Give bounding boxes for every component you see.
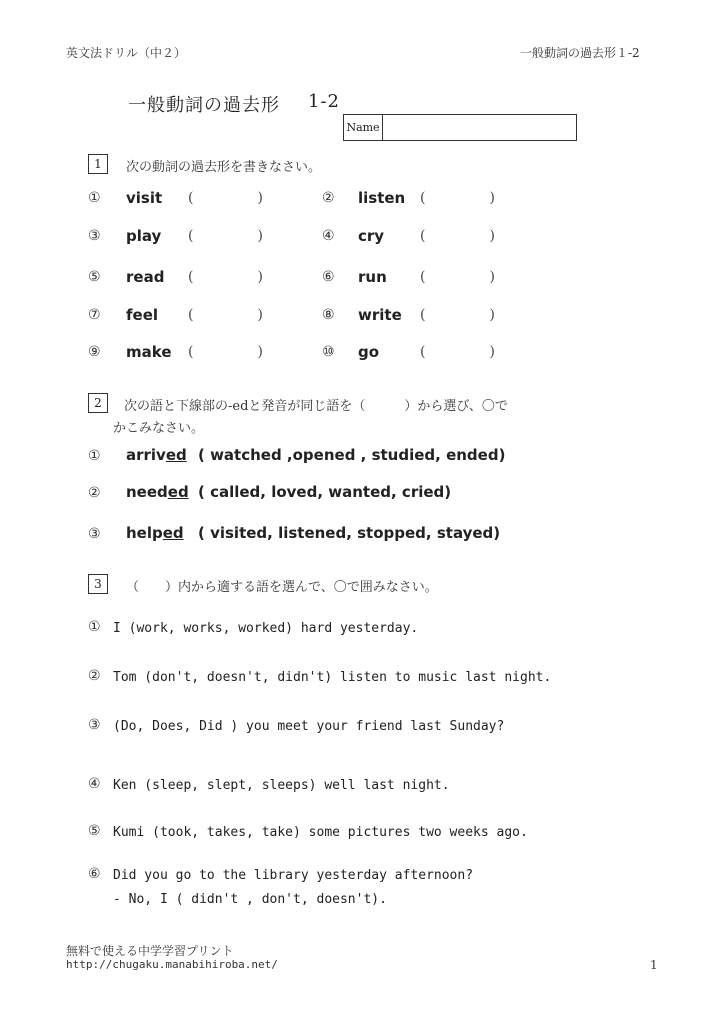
section-1-instruction: 次の動詞の過去形を書きなさい。	[126, 160, 322, 175]
verb-word: run	[358, 268, 387, 286]
sentence: Ken (sleep, slept, sleeps) well last night.	[113, 778, 450, 793]
item-mark: ①	[88, 619, 101, 635]
sentence: Did you go to the library yesterday afternoon?	[113, 868, 474, 883]
word-with-ed: helped	[126, 524, 184, 542]
answer-blank[interactable]: ( )	[188, 228, 263, 244]
section-2-instruction-line1: 次の語と下線部の-edと発音が同じ語を（ ）から選び、〇で	[124, 399, 508, 414]
verb-word: play	[126, 227, 162, 245]
page-number: 1	[650, 958, 658, 972]
answer-blank[interactable]: ( )	[188, 190, 263, 206]
item-mark: ⑤	[88, 823, 101, 839]
header-right: 一般動詞の過去形１-2	[520, 46, 640, 60]
sentence: I (work, works, worked) hard yesterday.	[113, 621, 419, 636]
verb-word: cry	[358, 227, 385, 245]
section-2-number: 2	[88, 393, 108, 413]
answer-blank[interactable]: ( )	[420, 307, 495, 323]
underlined-ed: ed	[165, 446, 187, 464]
name-label: Name	[344, 115, 383, 140]
item-mark: ③	[88, 717, 101, 733]
item-mark: ①	[88, 448, 101, 464]
item-mark: ⑥	[322, 269, 335, 285]
item-mark: ④	[322, 228, 335, 244]
answer-blank[interactable]: ( )	[188, 344, 263, 360]
sentence-answer: - No, I ( didn't , don't, doesn't).	[113, 892, 387, 907]
section-3-number: 3	[88, 574, 108, 594]
underlined-ed: ed	[162, 524, 184, 542]
sentence: Tom (don't, doesn't, didn't) listen to music last night.	[113, 670, 552, 685]
item-mark: ②	[88, 668, 101, 684]
answer-blank[interactable]: ( )	[188, 269, 263, 285]
item-mark: ⑨	[88, 344, 101, 360]
verb-word: write	[358, 306, 402, 324]
section-2-instruction-line2: かこみなさい。	[113, 421, 205, 436]
header-left: 英文法ドリル（中２）	[66, 46, 187, 60]
section-3-instruction: （ ）内から適する語を選んで、〇で囲みなさい。	[126, 580, 438, 595]
page-title-number: 1-2	[308, 91, 340, 112]
verb-word: visit	[126, 189, 163, 207]
verb-word: feel	[126, 306, 159, 324]
item-mark: ⑥	[88, 866, 101, 882]
item-mark: ⑦	[88, 307, 101, 323]
item-mark: ⑩	[322, 344, 335, 360]
name-field[interactable]	[343, 114, 577, 141]
word-with-ed: arrived	[126, 446, 187, 464]
answer-blank[interactable]: ( )	[420, 269, 495, 285]
item-mark: ⑤	[88, 269, 101, 285]
sentence: Kumi (took, takes, take) some pictures two weeks ago.	[113, 825, 528, 840]
word-with-ed: needed	[126, 483, 189, 501]
item-mark: ③	[88, 526, 101, 542]
item-mark: ④	[88, 776, 101, 792]
verb-word: make	[126, 343, 172, 361]
verb-word: read	[126, 268, 165, 286]
answer-blank[interactable]: ( )	[188, 307, 263, 323]
choice-list[interactable]: ( watched ,opened , studied, ended)	[198, 446, 506, 464]
choice-list[interactable]: ( called, loved, wanted, cried)	[198, 483, 452, 501]
item-mark: ③	[88, 228, 101, 244]
item-mark: ②	[88, 485, 101, 501]
sentence: (Do, Does, Did ) you meet your friend last Sunday?	[113, 719, 505, 734]
section-1-number: 1	[88, 154, 108, 174]
footer-url[interactable]: http://chugaku.manabihiroba.net/	[66, 958, 278, 971]
choice-list[interactable]: ( visited, listened, stopped, stayed)	[198, 524, 501, 542]
page-title: 一般動詞の過去形	[128, 95, 280, 116]
underlined-ed: ed	[167, 483, 189, 501]
answer-blank[interactable]: ( )	[420, 344, 495, 360]
answer-blank[interactable]: ( )	[420, 190, 495, 206]
footer-site-name: 無料で使える中学学習プリント	[66, 944, 234, 958]
verb-word: listen	[358, 189, 406, 207]
verb-word: go	[358, 343, 380, 361]
item-mark: ⑧	[322, 307, 335, 323]
answer-blank[interactable]: ( )	[420, 228, 495, 244]
item-mark: ②	[322, 190, 335, 206]
item-mark: ①	[88, 190, 101, 206]
